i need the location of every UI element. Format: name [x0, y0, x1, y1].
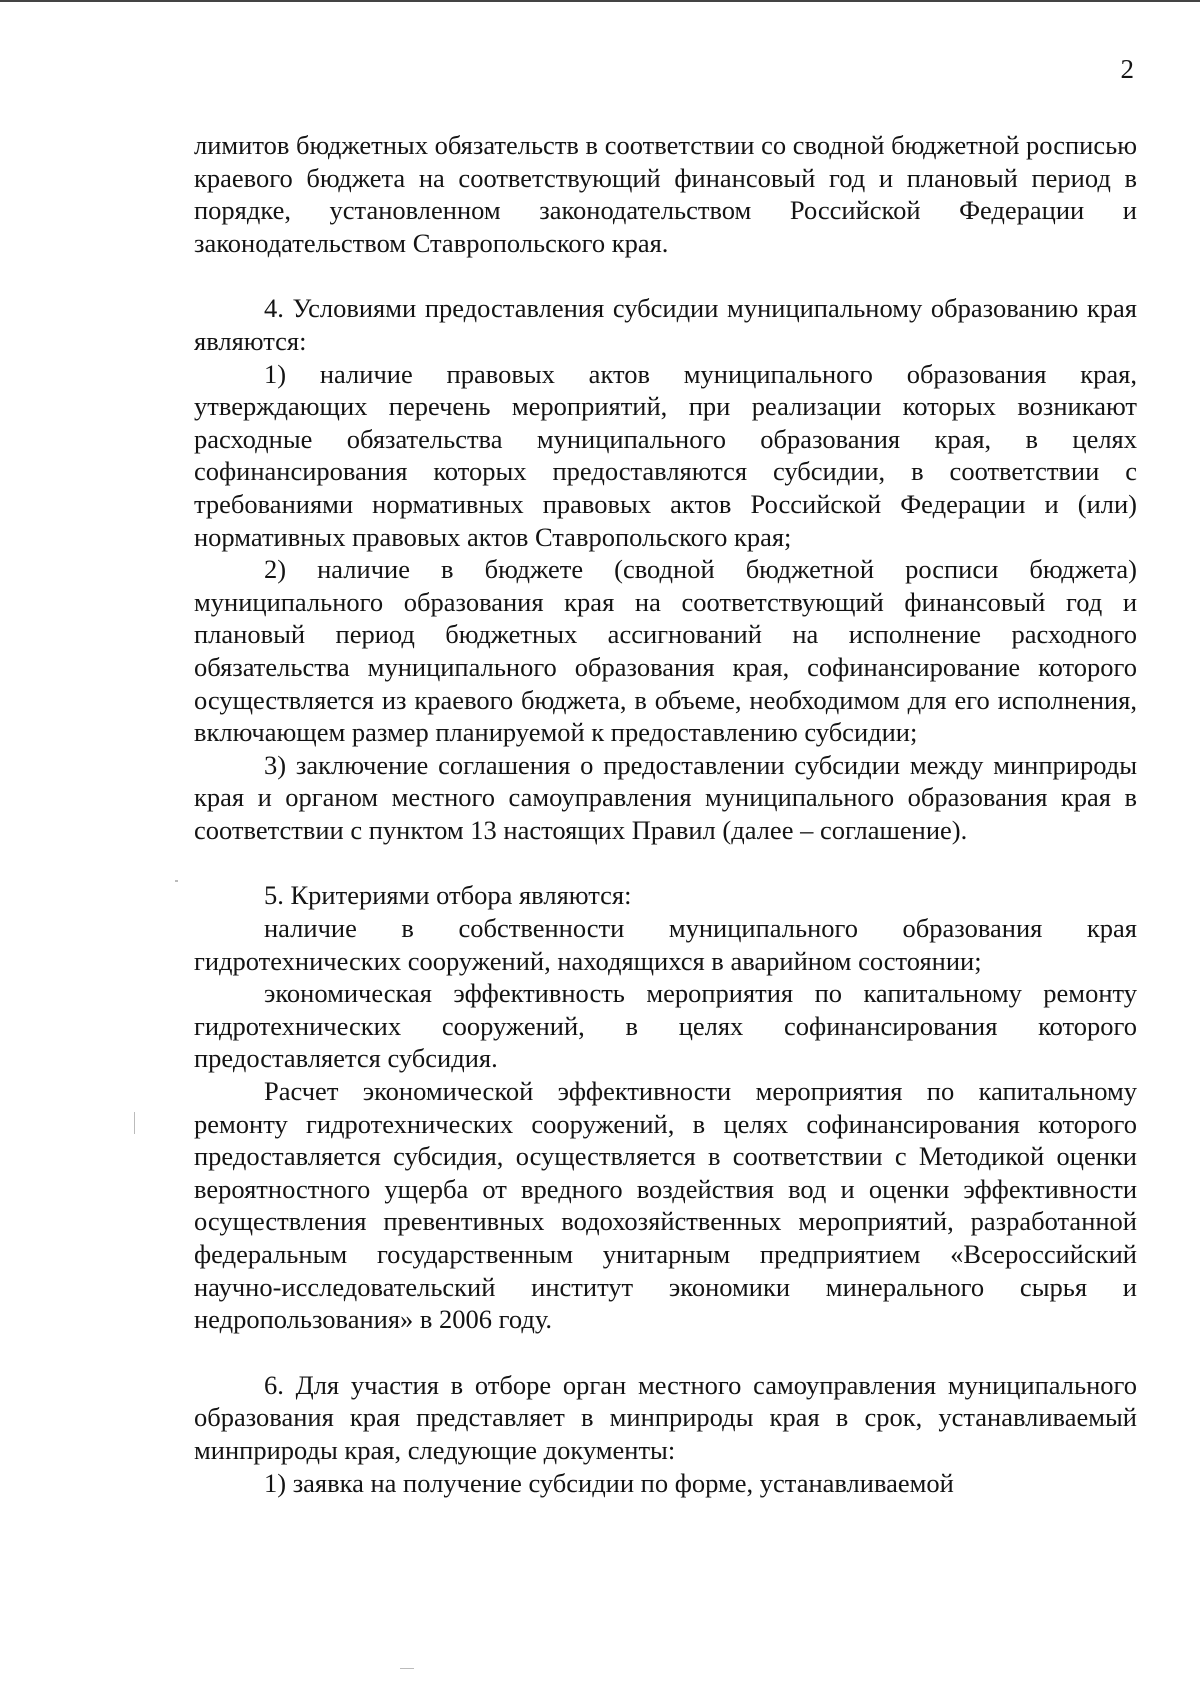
paragraph-efficiency-calculation: Расчет экономической эффективности мероприятия по капитальному ремонту гидротехнических сооружений, в целях софинансирования которого предоставляется субсидия, осуществляется в соответствии с Методикой оценки вероятностного ущерба от вредного воздействия вод и оценки эффективности осуществления превентивных водохозяйственных мероприятий, разработанной федеральным государственным унитарным предприятием «Всероссийский научно-исследовательский институт экономики минерального сырья и недропользования» в 2006 году.	[194, 1076, 1137, 1335]
paragraph-condition-2: 2) наличие в бюджете (сводной бюджетной росписи бюджета) муниципального образования края на соответствующий финансовый год и плановый период бюджетных ассигнований на исполнение расходного обязательства муниципального образования края, софинансирование которого осуществляется из краевого бюджета, в объеме, необходимом для его исполнения, включающем размер планируемой к предоставлению субсидии;	[194, 554, 1137, 748]
scan-speck	[134, 1112, 135, 1134]
paragraph-section-6-heading: 6. Для участия в отборе орган местного самоуправления муниципального образования края представляет в минприроды края в срок, устанавливаемый минприроды края, следующие документы:	[194, 1369, 1137, 1465]
paragraph-section-4-heading: 4. Условиями предоставления субсидии муниципальному образованию края являются:	[194, 293, 1137, 356]
scan-top-edge	[0, 0, 1200, 2]
document-body	[194, 129, 1137, 1499]
scan-speck	[400, 1668, 414, 1669]
scan-speck	[175, 880, 178, 882]
paragraph-document-1: 1) заявка на получение субсидии по форме, устанавливаемой	[264, 1467, 954, 1498]
page-number: 2	[1120, 54, 1134, 84]
paragraph-budget-limits: лимитов бюджетных обязательств в соответствии со сводной бюджетной росписью краевого бюджета на соответствующий финансовый год и плановый период в порядке, установленном законодательством Российской Федерации и законодательством Ставропольского края.	[194, 130, 1137, 258]
paragraph-condition-3: 3) заключение соглашения о предоставлении субсидии между минприроды края и органом местного самоуправления муниципального образования края в соответствии с пунктом 13 настоящих Правил (далее – соглашение).	[194, 749, 1137, 845]
paragraph-criterion-1: наличие в собственности муниципального образования края гидротехнических сооружений, находящихся в аварийном состоянии;	[194, 913, 1137, 976]
paragraph-condition-1: 1) наличие правовых актов муниципального образования края, утверждающих перечень мероприятий, при реализации которых возникают расходные обязательства муниципального образования края, в целях софинансирования которых предоставляются субсидии, в соответствии с требованиями нормативных правовых актов Российской Федерации и (или) нормативных правовых актов Ставропольского края;	[194, 358, 1137, 552]
paragraph-section-5-heading: 5. Критериями отбора являются:	[264, 880, 632, 911]
paragraph-criterion-2: экономическая эффективность мероприятия по капитальному ремонту гидротехнических сооружений, в целях софинансирования которого предоставляется субсидия.	[194, 978, 1137, 1074]
